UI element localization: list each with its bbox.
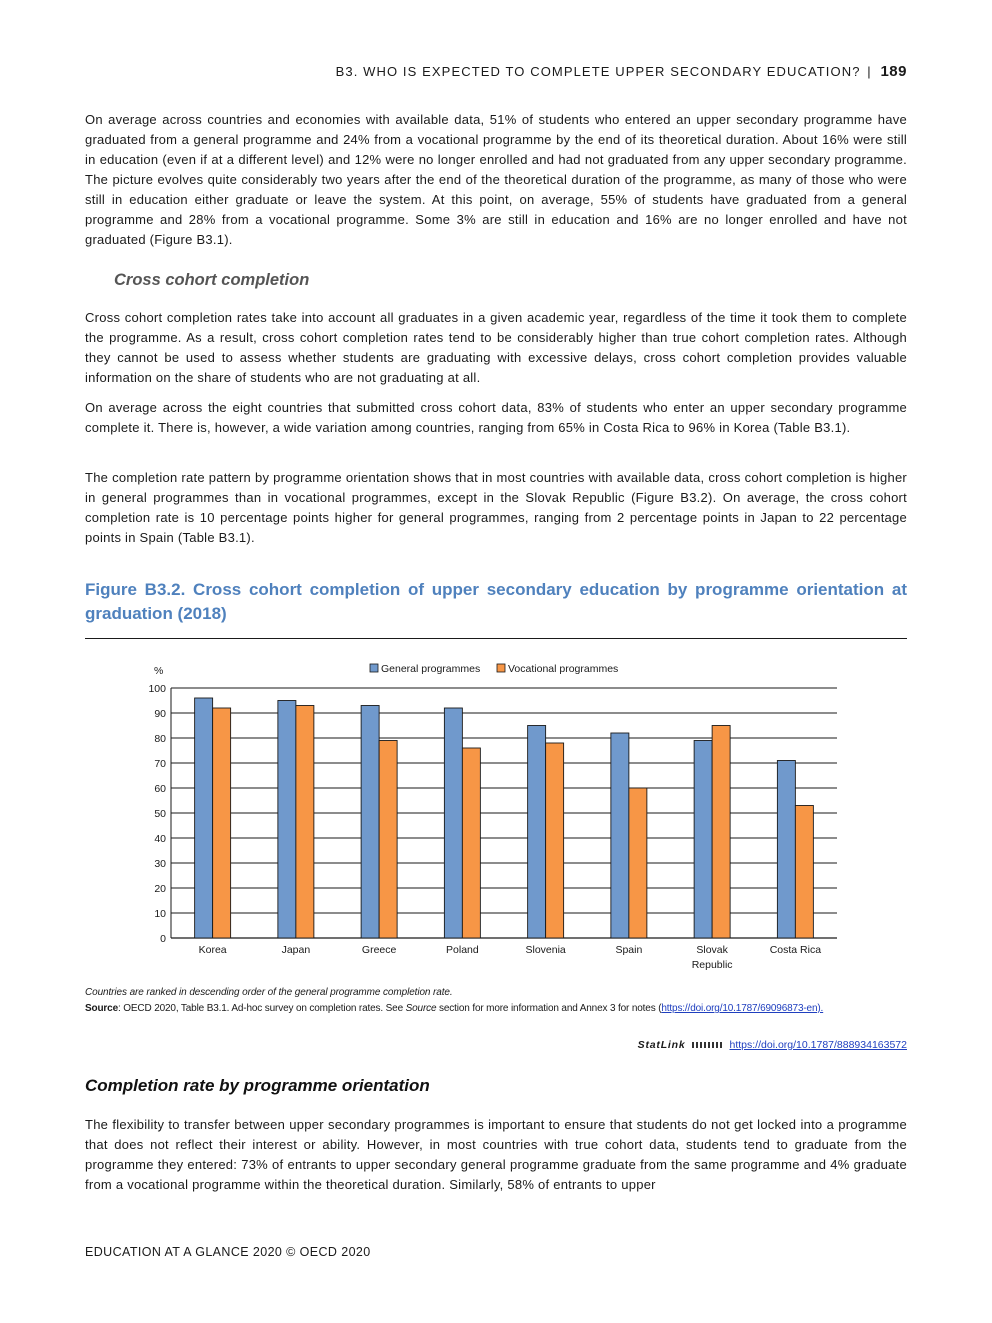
source-label: Source xyxy=(85,1003,119,1014)
x-tick-label: Japan xyxy=(281,944,311,956)
y-tick-label: 20 xyxy=(154,883,166,895)
x-tick-label: Slovenia xyxy=(525,944,566,956)
y-tick-label: 80 xyxy=(154,733,166,745)
legend-swatch xyxy=(497,664,505,672)
x-axis-labels xyxy=(199,944,822,971)
y-axis-unit-label: % xyxy=(154,665,164,677)
figure-source xyxy=(85,1003,823,1014)
bar-vocational-slovak-republic xyxy=(712,726,730,939)
running-header xyxy=(0,63,907,80)
chart-gridlines xyxy=(171,688,837,938)
y-tick-label: 0 xyxy=(160,933,166,945)
source-link[interactable]: https://doi.org/10.1787/69096873-en). xyxy=(661,1003,824,1014)
paragraph-1: On average across countries and economies with available data, 51% of students who entered an upper secondary programme have graduated from a general programme and 24% from a vocational programme by the end of its theoretical duration. About 16% were still in education (even if at a different level) and 12% were no longer enrolled and had not graduated from any upper secondary programme. The picture evolves quite considerably two years after the end of the theoretical duration of the programme, as many of those who were still in education either graduate or leave the system. At this point, on average, 55% of students have graduated from a general programme and 28% from a vocational programme. Some 3% are still in education and 16% are no longer enrolled and have not graduated (Figure B3.1). xyxy=(85,112,907,247)
bar-general-greece xyxy=(361,706,379,939)
x-tick-label: Costa Rica xyxy=(769,944,822,956)
y-tick-label: 50 xyxy=(154,808,166,820)
bar-general-slovenia xyxy=(528,726,546,939)
y-tick-label: 60 xyxy=(154,783,166,795)
y-tick-label: 70 xyxy=(154,758,166,770)
chart-legend xyxy=(370,663,618,675)
source-italic: Source xyxy=(405,1003,437,1014)
statlink-link[interactable]: https://doi.org/10.1787/888934163572 xyxy=(729,1039,907,1051)
figure-title: Figure B3.2. Cross cohort completion of upper secondary education by programme orientation at graduation (2018) xyxy=(85,580,907,623)
bar-general-slovak-republic xyxy=(694,741,712,939)
legend-label: Vocational programmes xyxy=(508,663,619,675)
paragraph-5: The flexibility to transfer between upper secondary programmes is important to ensure that students do not get locked into a programme that does not reflect their interest or ability. However, in most countries with true cohort data, students tend to graduate from the programme they entered: 73% of entrants to upper secondary general programme graduate from the same programme and 4% graduate from a vocational programme within the theoretical duration. Similarly, 58% of entrants to upper xyxy=(85,1117,907,1192)
x-tick-label: Korea xyxy=(198,944,227,956)
source-text: : OECD 2020, Table B3.1. Ad-hoc survey on completion rates. See xyxy=(118,1003,406,1014)
bar-vocational-spain xyxy=(629,788,647,938)
y-tick-label: 30 xyxy=(154,858,166,870)
x-tick-label: Slovak Republic xyxy=(691,944,733,971)
subheading-cross-cohort: Cross cohort completion xyxy=(114,271,310,289)
bar-vocational-korea xyxy=(213,708,231,938)
statlink-logo-icon xyxy=(692,1042,722,1048)
bar-vocational-slovenia xyxy=(546,743,564,938)
figure-divider xyxy=(85,638,907,639)
bar-vocational-greece xyxy=(379,741,397,939)
legend-swatch xyxy=(370,664,378,672)
bar-vocational-japan xyxy=(296,706,314,939)
y-tick-label: 100 xyxy=(148,683,166,695)
figure-note: Countries are ranked in descending order of the general programme completion rate. xyxy=(85,987,453,998)
bar-general-japan xyxy=(278,701,296,939)
bar-general-costa-rica xyxy=(777,761,795,939)
x-tick-label: Greece xyxy=(361,944,397,956)
chart-bars xyxy=(195,698,814,938)
bar-chart xyxy=(140,655,850,975)
y-tick-label: 10 xyxy=(154,908,166,920)
bar-general-korea xyxy=(195,698,213,938)
legend-label: General programmes xyxy=(381,663,481,675)
paragraph-4: The completion rate pattern by programme orientation shows that in most countries with available data, cross cohort completion is higher in general programmes than in vocational programmes, except in the Slovak Republic (Figure B3.2). On average, the cross cohort completion rate is 10 percentage points higher for general programmes, ranging from 2 percentage points in Japan to 22 percentage points in Spain (Table B3.1). xyxy=(85,470,907,545)
section-heading: Completion rate by programme orientation xyxy=(85,1076,430,1095)
paragraph-3: On average across the eight countries that submitted cross cohort data, 83% of students who enter an upper secondary programme complete it. There is, however, a wide variation among countries, ranging from 65% in Costa Rica to 96% in Korea (Table B3.1). xyxy=(85,400,907,435)
bar-vocational-poland xyxy=(462,748,480,938)
source-text-2: section for more information and Annex 3 for notes ( xyxy=(436,1003,662,1014)
y-tick-label: 90 xyxy=(154,708,166,720)
bar-vocational-costa-rica xyxy=(795,806,813,939)
statlink-logo: StatLink xyxy=(637,1039,686,1051)
y-axis-ticks xyxy=(148,683,166,945)
x-tick-label: Spain xyxy=(615,944,643,956)
header-separator: | xyxy=(867,64,872,79)
page-footer: EDUCATION AT A GLANCE 2020 © OECD 2020 xyxy=(85,1245,371,1259)
y-tick-label: 40 xyxy=(154,833,166,845)
running-title: B3. WHO IS EXPECTED TO COMPLETE UPPER SECONDARY EDUCATION? xyxy=(335,64,861,79)
bar-general-spain xyxy=(611,733,629,938)
statlink xyxy=(0,1039,907,1051)
x-tick-label: Poland xyxy=(446,944,479,956)
page-number: 189 xyxy=(880,63,907,80)
bar-general-poland xyxy=(444,708,462,938)
paragraph-2: Cross cohort completion rates take into account all graduates in a given academic year, regardless of the time it took them to complete the programme. As a result, cross cohort completion rates tend to be considerably higher than true cohort completion rates. Although they cannot be used to assess whether students are graduating with excessive delays, cross cohort completion provides valuable information on the share of students who are not graduating at all. xyxy=(85,310,907,385)
